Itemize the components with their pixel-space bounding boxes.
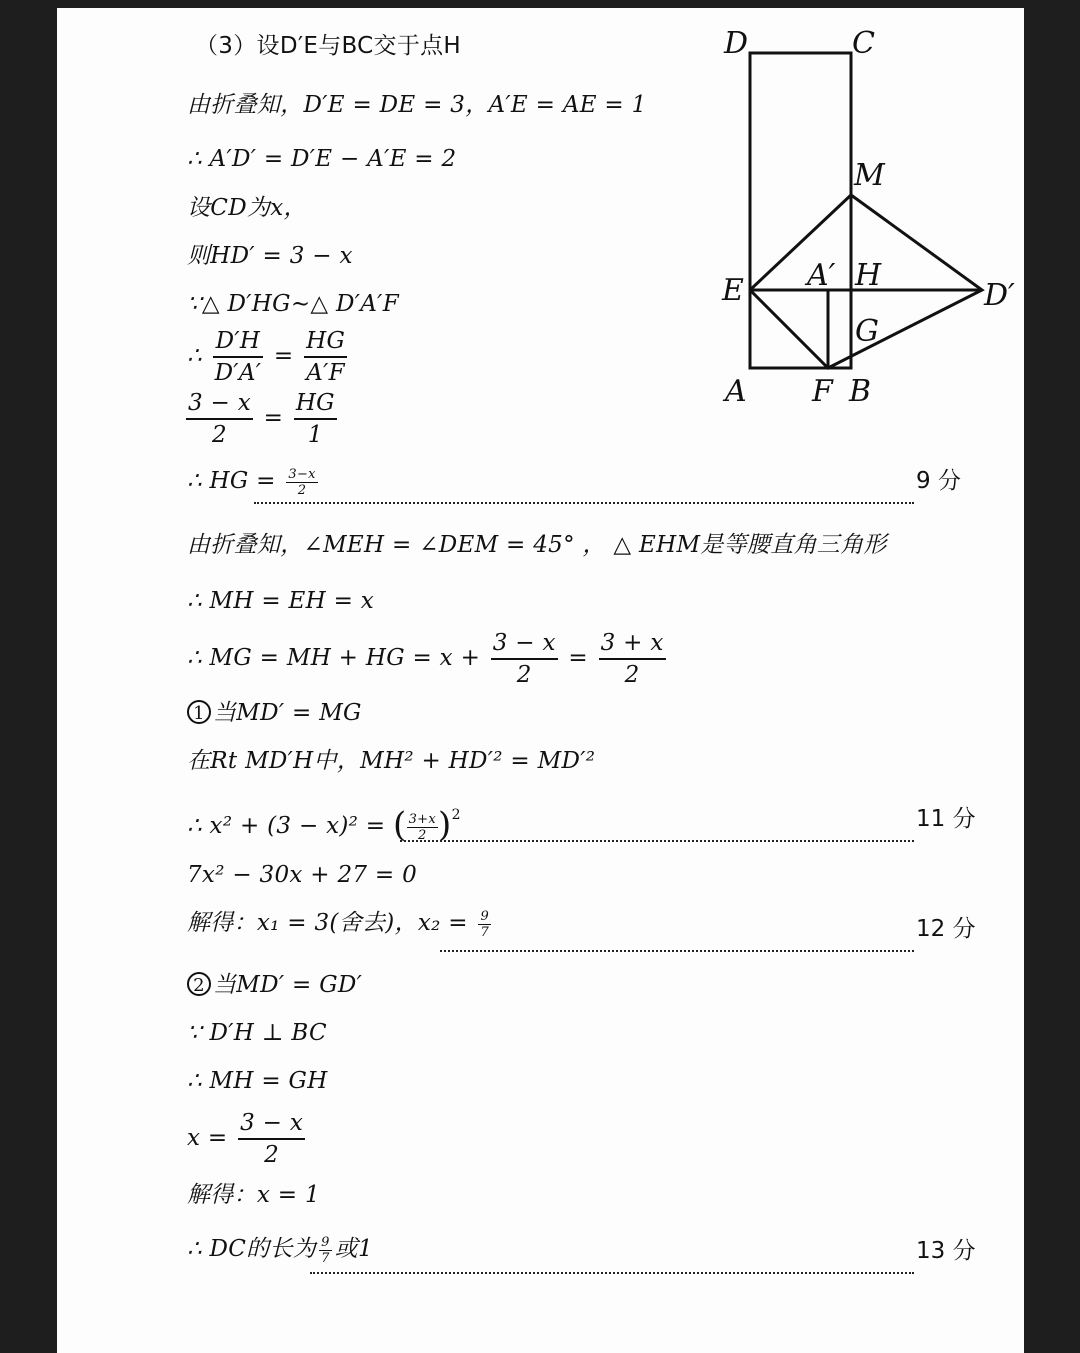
line-perpendicular: ∵ D′H ⊥ BC (187, 1020, 327, 1046)
line-ratio-equation (187, 326, 350, 388)
fraction-denominator: 1 (307, 422, 323, 448)
fraction-numerator: 3 − x (186, 388, 253, 420)
label-g: G (855, 314, 879, 349)
fraction-numerator: 9 (480, 908, 490, 924)
fraction-numerator: HG (304, 326, 347, 358)
label-d: D (724, 28, 749, 61)
case-2-condition: 当MD′ = GD′ (213, 972, 363, 998)
label-a: A (725, 374, 747, 409)
conclusion-suffix: 或1 (334, 1236, 373, 1262)
line-hd-expression: 则HD′ = 3 − x (187, 243, 353, 269)
label-m: M (854, 158, 885, 193)
fraction-denominator: 7 (321, 1250, 330, 1266)
line-mh-eh: ∴ MH = EH = x (187, 588, 375, 614)
fraction-denominator: 2 (212, 422, 227, 448)
hg-equals-label: ∴ HG = (187, 468, 276, 494)
label-c: C (852, 28, 875, 61)
fraction-numerator: 3 − x (491, 628, 558, 660)
mg-sum-label: ∴ MG = MH + HG = x + (187, 645, 481, 671)
fraction-hg-over-af (304, 326, 347, 388)
equation-left-side: ∴ x² + (3 − x)² = (187, 813, 386, 839)
line-fold-equal-lengths: 由折叠知，D′E = DE = 3，A′E = AE = 1 (187, 92, 647, 118)
fraction-numerator: 3−x (288, 466, 316, 482)
line-similar-triangles: ∵△ D′HG∼△ D′A′F (187, 291, 399, 317)
line-substituted-ratio (183, 388, 340, 450)
label-b: B (849, 374, 872, 409)
fraction-denominator: 7 (480, 924, 490, 940)
line-x-equation (187, 1108, 308, 1170)
leader-dots (400, 812, 914, 842)
fraction-3-minus-x-over-2 (186, 388, 253, 450)
line-quadratic: 7x² − 30x + 27 = 0 (187, 862, 418, 888)
leader-dots (440, 922, 914, 952)
fraction-denominator: 2 (264, 1142, 280, 1168)
fraction-dh-over-da (213, 326, 264, 388)
fraction-3-plus-x-over-2 (599, 628, 666, 690)
label-h: H (855, 258, 882, 293)
fraction-numerator: HG (294, 388, 337, 420)
x-equals-label: x = (187, 1125, 228, 1151)
fraction-numerator: 3 + x (599, 628, 666, 660)
fraction-numerator: 9 (321, 1234, 330, 1250)
fraction-3-minus-x-over-2 (238, 1108, 305, 1170)
fraction-numerator: D′H (213, 326, 264, 358)
score-12: 12 分 (916, 916, 976, 942)
leader-dots (254, 474, 914, 504)
fraction-denominator: A′F (306, 360, 345, 386)
section-title: （3）设D′E与BC交于点H (195, 33, 462, 59)
line-solution-case-2: 解得：x = 1 (187, 1182, 320, 1208)
right-paren: ) (438, 805, 452, 845)
label-a-prime: A′ (807, 258, 836, 293)
equals-sign: = (273, 343, 294, 369)
solutions-label: 解得：x₁ = 3(舍去)，x₂ = (187, 910, 468, 936)
conclusion-prefix: ∴ DC的长为 (187, 1236, 317, 1262)
line-case-2 (187, 970, 362, 1000)
equals-sign: = (263, 405, 284, 431)
fraction-denominator: 2 (418, 827, 427, 843)
label-d-prime: D′ (984, 278, 1015, 313)
geometry-figure (712, 28, 1022, 428)
fraction-numerator: 3+x (408, 811, 436, 827)
fraction-3-minus-x-over-2 (491, 628, 558, 690)
score-13: 13 分 (916, 1238, 976, 1264)
line-mg-expression (187, 628, 669, 690)
line-ad-length: ∴ A′D′ = D′E − A′E = 2 (187, 146, 457, 172)
fraction-denominator: 2 (624, 662, 640, 688)
score-11: 11 分 (916, 806, 976, 832)
fraction-numerator: 3 − x (238, 1108, 305, 1140)
line-let-cd-x: 设CD为x， (187, 195, 307, 221)
label-e: E (722, 273, 744, 308)
label-f: F (812, 374, 833, 409)
case-number-circle: 1 (187, 700, 211, 724)
fraction-denominator: 2 (297, 482, 307, 498)
fraction-denominator: 2 (516, 662, 532, 688)
left-paren: ( (393, 805, 407, 845)
exponent: 2 (451, 807, 461, 823)
leader-dots (310, 1244, 914, 1274)
case-1-condition: 当MD′ = MG (213, 700, 362, 726)
case-number-circle: 2 (187, 972, 211, 996)
line-mh-gh: ∴ MH = GH (187, 1068, 328, 1094)
answer-sheet (57, 8, 1024, 1353)
equals-sign: = (568, 645, 588, 671)
score-9: 9 分 (916, 468, 961, 494)
line-case-1 (187, 698, 362, 728)
fraction-denominator: D′A′ (214, 360, 262, 386)
line-isosceles-right-triangle: 由折叠知，∠MEH = ∠DEM = 45° ， △ EHM是等腰直角三角形 (187, 532, 887, 558)
line-pythagoras: 在Rt MD′H中，MH² + HD′² = MD′² (187, 748, 596, 774)
therefore-symbol: ∴ (187, 343, 202, 369)
fraction-hg-over-1 (294, 388, 337, 450)
